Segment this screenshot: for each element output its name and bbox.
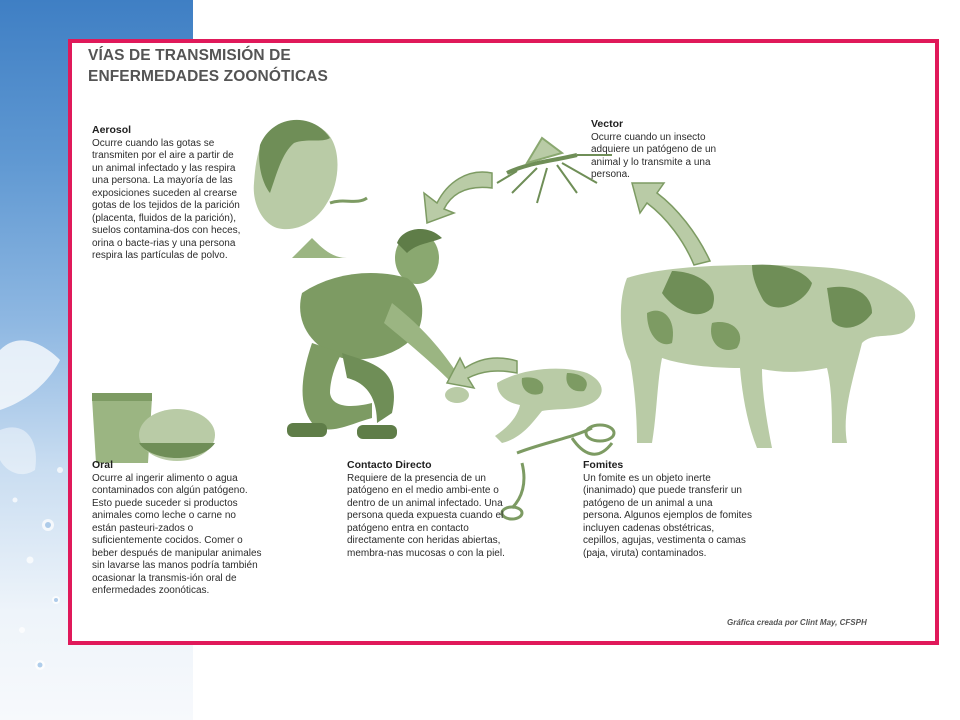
graphic-credit: Gráfica creada por Clint May, CFSPH bbox=[727, 618, 867, 627]
aerosol-heading: Aerosol bbox=[92, 124, 132, 136]
aerosol-text: Ocurre cuando las gotas se transmiten por el aire a partir de un animal infectado y las respira una persona. La mayoría de las exposiciones suceden al crearse gotas de los tejidos de la parición (placenta, fluidos de la parición), suelos contamina-dos con heces, orina o bacte-rias y una persona respira las partículas de polvo. bbox=[92, 137, 241, 261]
fomites-heading: Fomites bbox=[583, 459, 624, 471]
woman-head-icon bbox=[254, 120, 367, 258]
contacto-directo-text: Requiere de la presencia de un patógeno en el medio ambi-ente o dentro de un animal infectado. Una persona queda expuesta cuando el patógeno entra en contacto directamente con heridas abiertas, membra-nas mucosas o con la piel. bbox=[347, 472, 505, 559]
fomites-section bbox=[583, 459, 753, 560]
fomites-text: Un fomite es un objeto inerte (inanimado) que puede transferir un patógeno de un animal a una persona. Algunos ejemplos de fomites incluyen cadenas obstétricas, cepillos, agujas, vestimenta o camas (paja, viruta) contaminados. bbox=[583, 472, 752, 559]
vector-text: Ocurre cuando un insecto adquiere un patógeno de un animal y lo transmite a una persona. bbox=[591, 131, 717, 180]
food-drink-icon bbox=[92, 393, 215, 463]
oral-text: Ocurre al ingerir alimento o agua contaminados con algún patógeno. Esto puede suceder si productos animales como leche o carne no están pasteuri-zados o suficientemente cocidos. Comer o beber después de manipular animales sin lavarse las manos podría también ocasionar la transmis-ión oral de enfermedades zoonóticas. bbox=[92, 472, 262, 596]
vector-section bbox=[591, 118, 731, 182]
oral-heading: Oral bbox=[92, 459, 114, 471]
diagram-title bbox=[88, 45, 428, 87]
diagram-frame bbox=[68, 39, 939, 645]
contacto-directo-section bbox=[347, 459, 507, 560]
contacto-directo-heading: Contacto Directo bbox=[347, 459, 432, 471]
aerosol-section bbox=[92, 124, 242, 263]
title-line-1: VÍAS DE TRANSMISIÓN DE bbox=[88, 47, 291, 64]
oral-section bbox=[92, 459, 262, 598]
vector-heading: Vector bbox=[591, 118, 624, 130]
cow-icon bbox=[621, 265, 915, 448]
crouching-man-icon bbox=[287, 229, 469, 439]
title-line-2: ENFERMEDADES ZOONÓTICAS bbox=[88, 68, 328, 85]
